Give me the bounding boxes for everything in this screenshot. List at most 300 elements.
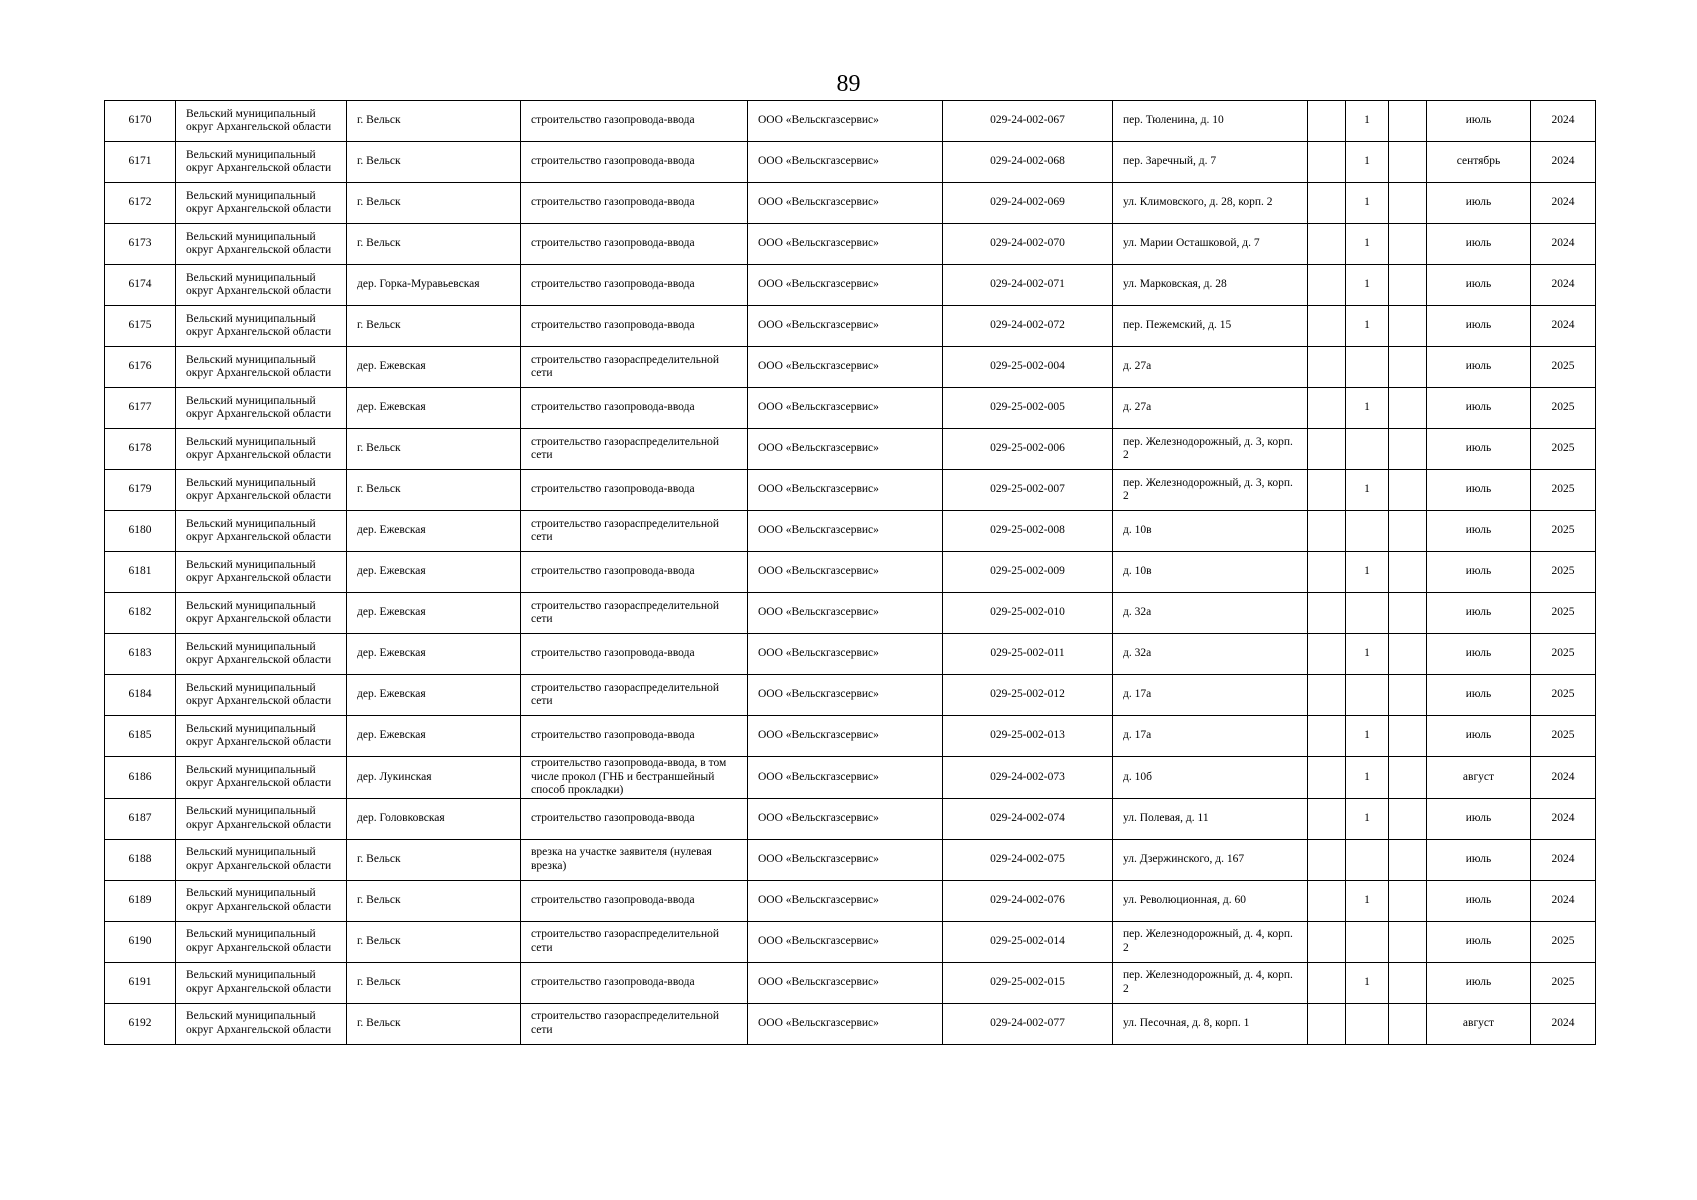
registration-number-cell: 029-25-002-010 bbox=[943, 593, 1113, 634]
locality-cell: дер. Лукинская bbox=[347, 757, 521, 799]
empty-cell bbox=[1308, 511, 1346, 552]
table-row bbox=[105, 347, 1596, 388]
locality-cell: г. Вельск bbox=[347, 880, 521, 921]
quantity-cell bbox=[1346, 839, 1389, 880]
work-type-cell: строительство газораспределительной сети bbox=[521, 511, 748, 552]
year-cell: 2024 bbox=[1531, 306, 1596, 347]
month-cell: июль bbox=[1427, 798, 1531, 839]
municipality-cell: Вельский муниципальный округ Архангельской области bbox=[176, 880, 347, 921]
organization-cell: ООО «Вельскгазсервис» bbox=[748, 388, 943, 429]
row-number: 6187 bbox=[105, 798, 176, 839]
address-cell: пер. Тюленина, д. 10 bbox=[1113, 101, 1308, 142]
work-type-cell: строительство газопровода-ввода bbox=[521, 224, 748, 265]
municipality-cell: Вельский муниципальный округ Архангельской области bbox=[176, 347, 347, 388]
registration-number-cell: 029-24-002-073 bbox=[943, 757, 1113, 799]
table-row bbox=[105, 921, 1596, 962]
address-cell: пер. Заречный, д. 7 bbox=[1113, 142, 1308, 183]
work-type-cell: строительство газопровода-ввода bbox=[521, 265, 748, 306]
work-type-cell: строительство газопровода-ввода bbox=[521, 183, 748, 224]
table-row bbox=[105, 798, 1596, 839]
municipality-cell: Вельский муниципальный округ Архангельской области bbox=[176, 1003, 347, 1044]
month-cell: июль bbox=[1427, 470, 1531, 511]
quantity-cell: 1 bbox=[1346, 183, 1389, 224]
municipality-cell: Вельский муниципальный округ Архангельской области bbox=[176, 388, 347, 429]
year-cell: 2024 bbox=[1531, 880, 1596, 921]
row-number: 6189 bbox=[105, 880, 176, 921]
organization-cell: ООО «Вельскгазсервис» bbox=[748, 1003, 943, 1044]
table-row bbox=[105, 470, 1596, 511]
work-type-cell: строительство газопровода-ввода bbox=[521, 142, 748, 183]
table-row bbox=[105, 306, 1596, 347]
table-row bbox=[105, 224, 1596, 265]
quantity-cell: 1 bbox=[1346, 880, 1389, 921]
year-cell: 2024 bbox=[1531, 265, 1596, 306]
row-number: 6186 bbox=[105, 757, 176, 799]
month-cell: июль bbox=[1427, 716, 1531, 757]
organization-cell: ООО «Вельскгазсервис» bbox=[748, 429, 943, 470]
quantity-cell bbox=[1346, 347, 1389, 388]
empty-cell bbox=[1308, 347, 1346, 388]
address-cell: д. 10в bbox=[1113, 511, 1308, 552]
empty-cell bbox=[1308, 552, 1346, 593]
quantity-cell: 1 bbox=[1346, 552, 1389, 593]
empty-cell bbox=[1389, 224, 1427, 265]
year-cell: 2024 bbox=[1531, 1003, 1596, 1044]
quantity-cell: 1 bbox=[1346, 306, 1389, 347]
registration-number-cell: 029-25-002-005 bbox=[943, 388, 1113, 429]
table-row bbox=[105, 142, 1596, 183]
address-cell: ул. Дзержинского, д. 167 bbox=[1113, 839, 1308, 880]
month-cell: июль bbox=[1427, 962, 1531, 1003]
year-cell: 2024 bbox=[1531, 839, 1596, 880]
locality-cell: дер. Ежевская bbox=[347, 347, 521, 388]
registration-number-cell: 029-24-002-070 bbox=[943, 224, 1113, 265]
organization-cell: ООО «Вельскгазсервис» bbox=[748, 880, 943, 921]
row-number: 6188 bbox=[105, 839, 176, 880]
municipality-cell: Вельский муниципальный округ Архангельской области bbox=[176, 142, 347, 183]
quantity-cell: 1 bbox=[1346, 470, 1389, 511]
empty-cell bbox=[1389, 593, 1427, 634]
year-cell: 2025 bbox=[1531, 429, 1596, 470]
row-number: 6177 bbox=[105, 388, 176, 429]
registration-number-cell: 029-25-002-015 bbox=[943, 962, 1113, 1003]
organization-cell: ООО «Вельскгазсервис» bbox=[748, 962, 943, 1003]
empty-cell bbox=[1308, 921, 1346, 962]
locality-cell: дер. Ежевская bbox=[347, 716, 521, 757]
empty-cell bbox=[1389, 388, 1427, 429]
quantity-cell: 1 bbox=[1346, 388, 1389, 429]
empty-cell bbox=[1308, 839, 1346, 880]
empty-cell bbox=[1389, 101, 1427, 142]
locality-cell: г. Вельск bbox=[347, 470, 521, 511]
month-cell: август bbox=[1427, 1003, 1531, 1044]
quantity-cell bbox=[1346, 593, 1389, 634]
locality-cell: г. Вельск bbox=[347, 1003, 521, 1044]
year-cell: 2024 bbox=[1531, 798, 1596, 839]
empty-cell bbox=[1389, 265, 1427, 306]
work-type-cell: строительство газопровода-ввода, в том числе прокол (ГНБ и бестраншейный способ прокладки) bbox=[521, 757, 748, 799]
locality-cell: дер. Ежевская bbox=[347, 388, 521, 429]
quantity-cell: 1 bbox=[1346, 798, 1389, 839]
empty-cell bbox=[1308, 306, 1346, 347]
row-number: 6190 bbox=[105, 921, 176, 962]
work-type-cell: строительство газопровода-ввода bbox=[521, 634, 748, 675]
work-type-cell: врезка на участке заявителя (нулевая врезка) bbox=[521, 839, 748, 880]
row-number: 6170 bbox=[105, 101, 176, 142]
municipality-cell: Вельский муниципальный округ Архангельской области bbox=[176, 511, 347, 552]
locality-cell: дер. Ежевская bbox=[347, 552, 521, 593]
empty-cell bbox=[1389, 757, 1427, 799]
empty-cell bbox=[1308, 798, 1346, 839]
work-type-cell: строительство газораспределительной сети bbox=[521, 675, 748, 716]
year-cell: 2024 bbox=[1531, 183, 1596, 224]
locality-cell: г. Вельск bbox=[347, 962, 521, 1003]
row-number: 6181 bbox=[105, 552, 176, 593]
organization-cell: ООО «Вельскгазсервис» bbox=[748, 593, 943, 634]
registration-number-cell: 029-25-002-008 bbox=[943, 511, 1113, 552]
empty-cell bbox=[1389, 839, 1427, 880]
quantity-cell: 1 bbox=[1346, 716, 1389, 757]
year-cell: 2024 bbox=[1531, 224, 1596, 265]
year-cell: 2025 bbox=[1531, 470, 1596, 511]
locality-cell: дер. Ежевская bbox=[347, 675, 521, 716]
month-cell: июль bbox=[1427, 921, 1531, 962]
empty-cell bbox=[1389, 142, 1427, 183]
municipality-cell: Вельский муниципальный округ Архангельской области bbox=[176, 921, 347, 962]
row-number: 6191 bbox=[105, 962, 176, 1003]
empty-cell bbox=[1389, 470, 1427, 511]
work-type-cell: строительство газораспределительной сети bbox=[521, 347, 748, 388]
month-cell: июль bbox=[1427, 429, 1531, 470]
month-cell: сентябрь bbox=[1427, 142, 1531, 183]
month-cell: август bbox=[1427, 757, 1531, 799]
organization-cell: ООО «Вельскгазсервис» bbox=[748, 716, 943, 757]
empty-cell bbox=[1308, 675, 1346, 716]
locality-cell: дер. Ежевская bbox=[347, 593, 521, 634]
address-cell: д. 10б bbox=[1113, 757, 1308, 799]
registration-number-cell: 029-24-002-067 bbox=[943, 101, 1113, 142]
row-number: 6179 bbox=[105, 470, 176, 511]
table-body bbox=[105, 101, 1596, 1045]
quantity-cell: 1 bbox=[1346, 634, 1389, 675]
table-row bbox=[105, 183, 1596, 224]
locality-cell: дер. Головковская bbox=[347, 798, 521, 839]
address-cell: ул. Песочная, д. 8, корп. 1 bbox=[1113, 1003, 1308, 1044]
table-row bbox=[105, 511, 1596, 552]
row-number: 6182 bbox=[105, 593, 176, 634]
municipality-cell: Вельский муниципальный округ Архангельской области bbox=[176, 306, 347, 347]
work-type-cell: строительство газопровода-ввода bbox=[521, 962, 748, 1003]
empty-cell bbox=[1308, 716, 1346, 757]
row-number: 6178 bbox=[105, 429, 176, 470]
table-row bbox=[105, 757, 1596, 799]
registration-number-cell: 029-24-002-068 bbox=[943, 142, 1113, 183]
address-cell: пер. Железнодорожный, д. 4, корп. 2 bbox=[1113, 962, 1308, 1003]
row-number: 6175 bbox=[105, 306, 176, 347]
table-row bbox=[105, 716, 1596, 757]
month-cell: июль bbox=[1427, 552, 1531, 593]
work-type-cell: строительство газораспределительной сети bbox=[521, 1003, 748, 1044]
empty-cell bbox=[1389, 429, 1427, 470]
empty-cell bbox=[1308, 224, 1346, 265]
gasification-registry-table bbox=[104, 100, 1596, 1045]
year-cell: 2024 bbox=[1531, 757, 1596, 799]
quantity-cell bbox=[1346, 675, 1389, 716]
organization-cell: ООО «Вельскгазсервис» bbox=[748, 798, 943, 839]
work-type-cell: строительство газопровода-ввода bbox=[521, 470, 748, 511]
empty-cell bbox=[1308, 429, 1346, 470]
empty-cell bbox=[1389, 921, 1427, 962]
month-cell: июль bbox=[1427, 306, 1531, 347]
quantity-cell: 1 bbox=[1346, 224, 1389, 265]
empty-cell bbox=[1389, 716, 1427, 757]
organization-cell: ООО «Вельскгазсервис» bbox=[748, 101, 943, 142]
empty-cell bbox=[1389, 552, 1427, 593]
year-cell: 2024 bbox=[1531, 142, 1596, 183]
row-number: 6180 bbox=[105, 511, 176, 552]
empty-cell bbox=[1389, 511, 1427, 552]
table-row bbox=[105, 962, 1596, 1003]
empty-cell bbox=[1389, 306, 1427, 347]
month-cell: июль bbox=[1427, 388, 1531, 429]
address-cell: пер. Железнодорожный, д. 3, корп. 2 bbox=[1113, 470, 1308, 511]
organization-cell: ООО «Вельскгазсервис» bbox=[748, 511, 943, 552]
row-number: 6183 bbox=[105, 634, 176, 675]
table-row bbox=[105, 675, 1596, 716]
organization-cell: ООО «Вельскгазсервис» bbox=[748, 552, 943, 593]
month-cell: июль bbox=[1427, 183, 1531, 224]
registration-number-cell: 029-24-002-076 bbox=[943, 880, 1113, 921]
organization-cell: ООО «Вельскгазсервис» bbox=[748, 921, 943, 962]
empty-cell bbox=[1308, 183, 1346, 224]
address-cell: ул. Климовского, д. 28, корп. 2 bbox=[1113, 183, 1308, 224]
empty-cell bbox=[1308, 880, 1346, 921]
municipality-cell: Вельский муниципальный округ Архангельской области bbox=[176, 552, 347, 593]
empty-cell bbox=[1308, 1003, 1346, 1044]
quantity-cell: 1 bbox=[1346, 962, 1389, 1003]
registration-number-cell: 029-24-002-071 bbox=[943, 265, 1113, 306]
month-cell: июль bbox=[1427, 101, 1531, 142]
locality-cell: г. Вельск bbox=[347, 921, 521, 962]
empty-cell bbox=[1308, 265, 1346, 306]
empty-cell bbox=[1308, 962, 1346, 1003]
municipality-cell: Вельский муниципальный округ Архангельской области bbox=[176, 429, 347, 470]
empty-cell bbox=[1308, 757, 1346, 799]
work-type-cell: строительство газопровода-ввода bbox=[521, 552, 748, 593]
quantity-cell: 1 bbox=[1346, 142, 1389, 183]
row-number: 6172 bbox=[105, 183, 176, 224]
empty-cell bbox=[1389, 798, 1427, 839]
empty-cell bbox=[1389, 1003, 1427, 1044]
registration-number-cell: 029-24-002-077 bbox=[943, 1003, 1113, 1044]
empty-cell bbox=[1308, 634, 1346, 675]
quantity-cell: 1 bbox=[1346, 101, 1389, 142]
table-row bbox=[105, 880, 1596, 921]
quantity-cell: 1 bbox=[1346, 265, 1389, 306]
row-number: 6192 bbox=[105, 1003, 176, 1044]
registration-number-cell: 029-25-002-007 bbox=[943, 470, 1113, 511]
year-cell: 2025 bbox=[1531, 921, 1596, 962]
municipality-cell: Вельский муниципальный округ Архангельской области bbox=[176, 183, 347, 224]
table-row bbox=[105, 265, 1596, 306]
table-row bbox=[105, 1003, 1596, 1044]
municipality-cell: Вельский муниципальный округ Архангельской области bbox=[176, 839, 347, 880]
table-row bbox=[105, 101, 1596, 142]
address-cell: д. 17а bbox=[1113, 716, 1308, 757]
address-cell: ул. Полевая, д. 11 bbox=[1113, 798, 1308, 839]
municipality-cell: Вельский муниципальный округ Архангельской области bbox=[176, 593, 347, 634]
locality-cell: г. Вельск bbox=[347, 142, 521, 183]
registration-number-cell: 029-24-002-069 bbox=[943, 183, 1113, 224]
organization-cell: ООО «Вельскгазсервис» bbox=[748, 347, 943, 388]
work-type-cell: строительство газопровода-ввода bbox=[521, 388, 748, 429]
address-cell: пер. Железнодорожный, д. 4, корп. 2 bbox=[1113, 921, 1308, 962]
table-row bbox=[105, 593, 1596, 634]
registration-number-cell: 029-24-002-075 bbox=[943, 839, 1113, 880]
registration-number-cell: 029-24-002-072 bbox=[943, 306, 1113, 347]
table-row bbox=[105, 839, 1596, 880]
municipality-cell: Вельский муниципальный округ Архангельской области bbox=[176, 962, 347, 1003]
work-type-cell: строительство газопровода-ввода bbox=[521, 101, 748, 142]
row-number: 6185 bbox=[105, 716, 176, 757]
year-cell: 2025 bbox=[1531, 552, 1596, 593]
month-cell: июль bbox=[1427, 839, 1531, 880]
address-cell: ул. Марии Осташковой, д. 7 bbox=[1113, 224, 1308, 265]
empty-cell bbox=[1389, 880, 1427, 921]
registration-number-cell: 029-24-002-074 bbox=[943, 798, 1113, 839]
registration-number-cell: 029-25-002-009 bbox=[943, 552, 1113, 593]
organization-cell: ООО «Вельскгазсервис» bbox=[748, 306, 943, 347]
organization-cell: ООО «Вельскгазсервис» bbox=[748, 470, 943, 511]
row-number: 6174 bbox=[105, 265, 176, 306]
locality-cell: дер. Горка-Муравьевская bbox=[347, 265, 521, 306]
organization-cell: ООО «Вельскгазсервис» bbox=[748, 142, 943, 183]
year-cell: 2025 bbox=[1531, 962, 1596, 1003]
registration-number-cell: 029-25-002-006 bbox=[943, 429, 1113, 470]
municipality-cell: Вельский муниципальный округ Архангельской области bbox=[176, 101, 347, 142]
quantity-cell bbox=[1346, 1003, 1389, 1044]
address-cell: д. 10в bbox=[1113, 552, 1308, 593]
month-cell: июль bbox=[1427, 347, 1531, 388]
work-type-cell: строительство газораспределительной сети bbox=[521, 921, 748, 962]
address-cell: пер. Железнодорожный, д. 3, корп. 2 bbox=[1113, 429, 1308, 470]
month-cell: июль bbox=[1427, 675, 1531, 716]
work-type-cell: строительство газораспределительной сети bbox=[521, 429, 748, 470]
month-cell: июль bbox=[1427, 593, 1531, 634]
locality-cell: г. Вельск bbox=[347, 429, 521, 470]
year-cell: 2025 bbox=[1531, 593, 1596, 634]
work-type-cell: строительство газопровода-ввода bbox=[521, 798, 748, 839]
locality-cell: дер. Ежевская bbox=[347, 634, 521, 675]
organization-cell: ООО «Вельскгазсервис» bbox=[748, 183, 943, 224]
address-cell: ул. Марковская, д. 28 bbox=[1113, 265, 1308, 306]
year-cell: 2025 bbox=[1531, 675, 1596, 716]
work-type-cell: строительство газопровода-ввода bbox=[521, 306, 748, 347]
address-cell: ул. Революционная, д. 60 bbox=[1113, 880, 1308, 921]
organization-cell: ООО «Вельскгазсервис» bbox=[748, 675, 943, 716]
table-row bbox=[105, 552, 1596, 593]
organization-cell: ООО «Вельскгазсервис» bbox=[748, 634, 943, 675]
work-type-cell: строительство газопровода-ввода bbox=[521, 880, 748, 921]
locality-cell: дер. Ежевская bbox=[347, 511, 521, 552]
row-number: 6171 bbox=[105, 142, 176, 183]
year-cell: 2025 bbox=[1531, 634, 1596, 675]
month-cell: июль bbox=[1427, 265, 1531, 306]
row-number: 6173 bbox=[105, 224, 176, 265]
empty-cell bbox=[1389, 675, 1427, 716]
table-row bbox=[105, 634, 1596, 675]
empty-cell bbox=[1389, 183, 1427, 224]
address-cell: д. 32а bbox=[1113, 593, 1308, 634]
address-cell: д. 32а bbox=[1113, 634, 1308, 675]
work-type-cell: строительство газопровода-ввода bbox=[521, 716, 748, 757]
address-cell: д. 27а bbox=[1113, 388, 1308, 429]
organization-cell: ООО «Вельскгазсервис» bbox=[748, 757, 943, 799]
organization-cell: ООО «Вельскгазсервис» bbox=[748, 224, 943, 265]
locality-cell: г. Вельск bbox=[347, 183, 521, 224]
quantity-cell: 1 bbox=[1346, 757, 1389, 799]
row-number: 6176 bbox=[105, 347, 176, 388]
quantity-cell bbox=[1346, 429, 1389, 470]
year-cell: 2025 bbox=[1531, 511, 1596, 552]
month-cell: июль bbox=[1427, 880, 1531, 921]
month-cell: июль bbox=[1427, 224, 1531, 265]
registration-number-cell: 029-25-002-013 bbox=[943, 716, 1113, 757]
month-cell: июль bbox=[1427, 634, 1531, 675]
quantity-cell bbox=[1346, 511, 1389, 552]
municipality-cell: Вельский муниципальный округ Архангельской области bbox=[176, 757, 347, 799]
locality-cell: г. Вельск bbox=[347, 224, 521, 265]
organization-cell: ООО «Вельскгазсервис» bbox=[748, 839, 943, 880]
page-number: 89 bbox=[836, 71, 861, 97]
registration-number-cell: 029-25-002-004 bbox=[943, 347, 1113, 388]
registration-number-cell: 029-25-002-012 bbox=[943, 675, 1113, 716]
organization-cell: ООО «Вельскгазсервис» bbox=[748, 265, 943, 306]
address-cell: д. 17а bbox=[1113, 675, 1308, 716]
municipality-cell: Вельский муниципальный округ Архангельской области bbox=[176, 224, 347, 265]
address-cell: д. 27а bbox=[1113, 347, 1308, 388]
locality-cell: г. Вельск bbox=[347, 101, 521, 142]
row-number: 6184 bbox=[105, 675, 176, 716]
year-cell: 2024 bbox=[1531, 101, 1596, 142]
address-cell: пер. Пежемский, д. 15 bbox=[1113, 306, 1308, 347]
registration-number-cell: 029-25-002-014 bbox=[943, 921, 1113, 962]
locality-cell: г. Вельск bbox=[347, 306, 521, 347]
month-cell: июль bbox=[1427, 511, 1531, 552]
empty-cell bbox=[1389, 962, 1427, 1003]
table-row bbox=[105, 388, 1596, 429]
municipality-cell: Вельский муниципальный округ Архангельской области bbox=[176, 470, 347, 511]
year-cell: 2025 bbox=[1531, 716, 1596, 757]
empty-cell bbox=[1308, 101, 1346, 142]
year-cell: 2025 bbox=[1531, 347, 1596, 388]
year-cell: 2025 bbox=[1531, 388, 1596, 429]
municipality-cell: Вельский муниципальный округ Архангельской области bbox=[176, 634, 347, 675]
municipality-cell: Вельский муниципальный округ Архангельской области bbox=[176, 675, 347, 716]
empty-cell bbox=[1308, 593, 1346, 634]
locality-cell: г. Вельск bbox=[347, 839, 521, 880]
quantity-cell bbox=[1346, 921, 1389, 962]
municipality-cell: Вельский муниципальный округ Архангельской области bbox=[176, 716, 347, 757]
empty-cell bbox=[1389, 634, 1427, 675]
table-row bbox=[105, 429, 1596, 470]
empty-cell bbox=[1308, 470, 1346, 511]
empty-cell bbox=[1389, 347, 1427, 388]
registration-number-cell: 029-25-002-011 bbox=[943, 634, 1113, 675]
empty-cell bbox=[1308, 388, 1346, 429]
empty-cell bbox=[1308, 142, 1346, 183]
municipality-cell: Вельский муниципальный округ Архангельской области bbox=[176, 265, 347, 306]
